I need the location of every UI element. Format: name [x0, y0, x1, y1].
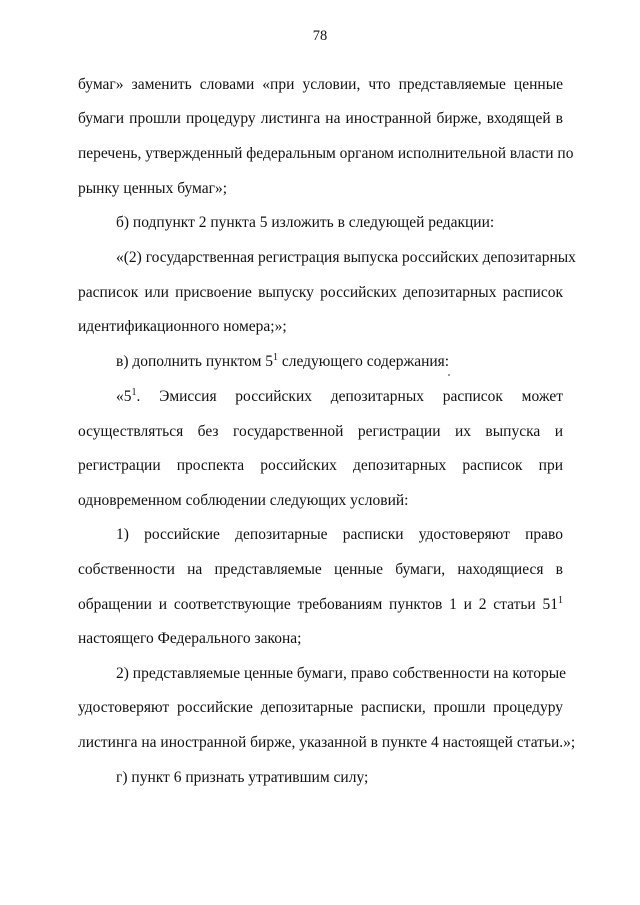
text-line: бумаги прошли процедуру листинга на иностранной бирже, входящей в	[78, 110, 563, 127]
superscript: 1	[273, 352, 278, 363]
scan-speck	[448, 374, 450, 376]
text-line: расписок или присвоение выпуску российских депозитарных расписок	[78, 284, 563, 301]
text-line: удостоверяют российские депозитарные расписки, прошли процедуру	[78, 699, 563, 716]
paragraph-v	[116, 353, 449, 371]
text-line: перечень, утвержденный федеральным органом исполнительной власти по	[78, 145, 574, 162]
paragraph-g: г) пункт 6 признать утратившим силу;	[116, 769, 369, 786]
article-ref-prefix: обращении и соответствующие требованиям пунктов 1 и 2 статьи 51	[78, 596, 558, 613]
text-line-with-superscript	[78, 596, 563, 614]
text-line: бумаг» заменить словами «при условии, что представляемые ценные	[78, 76, 563, 93]
condition-1: 1) российские депозитарные расписки удостоверяют право	[116, 526, 563, 543]
quote-suffix: . Эмиссия российских депозитарных расписок может	[136, 388, 563, 405]
page-number: 78	[312, 28, 328, 44]
item-v-suffix: следующего содержания:	[278, 353, 450, 370]
quote-prefix: «5	[116, 388, 132, 405]
quote-start-line	[116, 388, 563, 406]
condition-2: 2) представляемые ценные бумаги, право собственности на которые	[116, 665, 566, 682]
text-line: одновременном соблюдении следующих условий:	[78, 492, 409, 509]
item-v-prefix: в) дополнить пунктом 5	[116, 353, 273, 370]
superscript: 1	[131, 387, 137, 398]
text-line: собственности на представляемые ценные бумаги, находящиеся в	[78, 561, 563, 578]
text-line: рынку ценных бумаг»;	[78, 180, 228, 197]
paragraph-b: б) подпункт 2 пункта 5 изложить в следующей редакции:	[116, 214, 495, 231]
text-line: настоящего Федерального закона;	[78, 630, 302, 647]
text-line: идентификационного номера;»;	[78, 318, 287, 335]
text-line: регистрации проспекта российских депозитарных расписок при	[78, 457, 563, 474]
superscript: 1	[558, 595, 563, 606]
text-line: листинга на иностранной бирже, указанной в пункте 4 настоящей статьи.»;	[78, 734, 576, 751]
text-line: осуществляться без государственной регистрации их выпуска и	[78, 423, 563, 440]
text-line: «(2) государственная регистрация выпуска российских депозитарных	[116, 249, 576, 266]
